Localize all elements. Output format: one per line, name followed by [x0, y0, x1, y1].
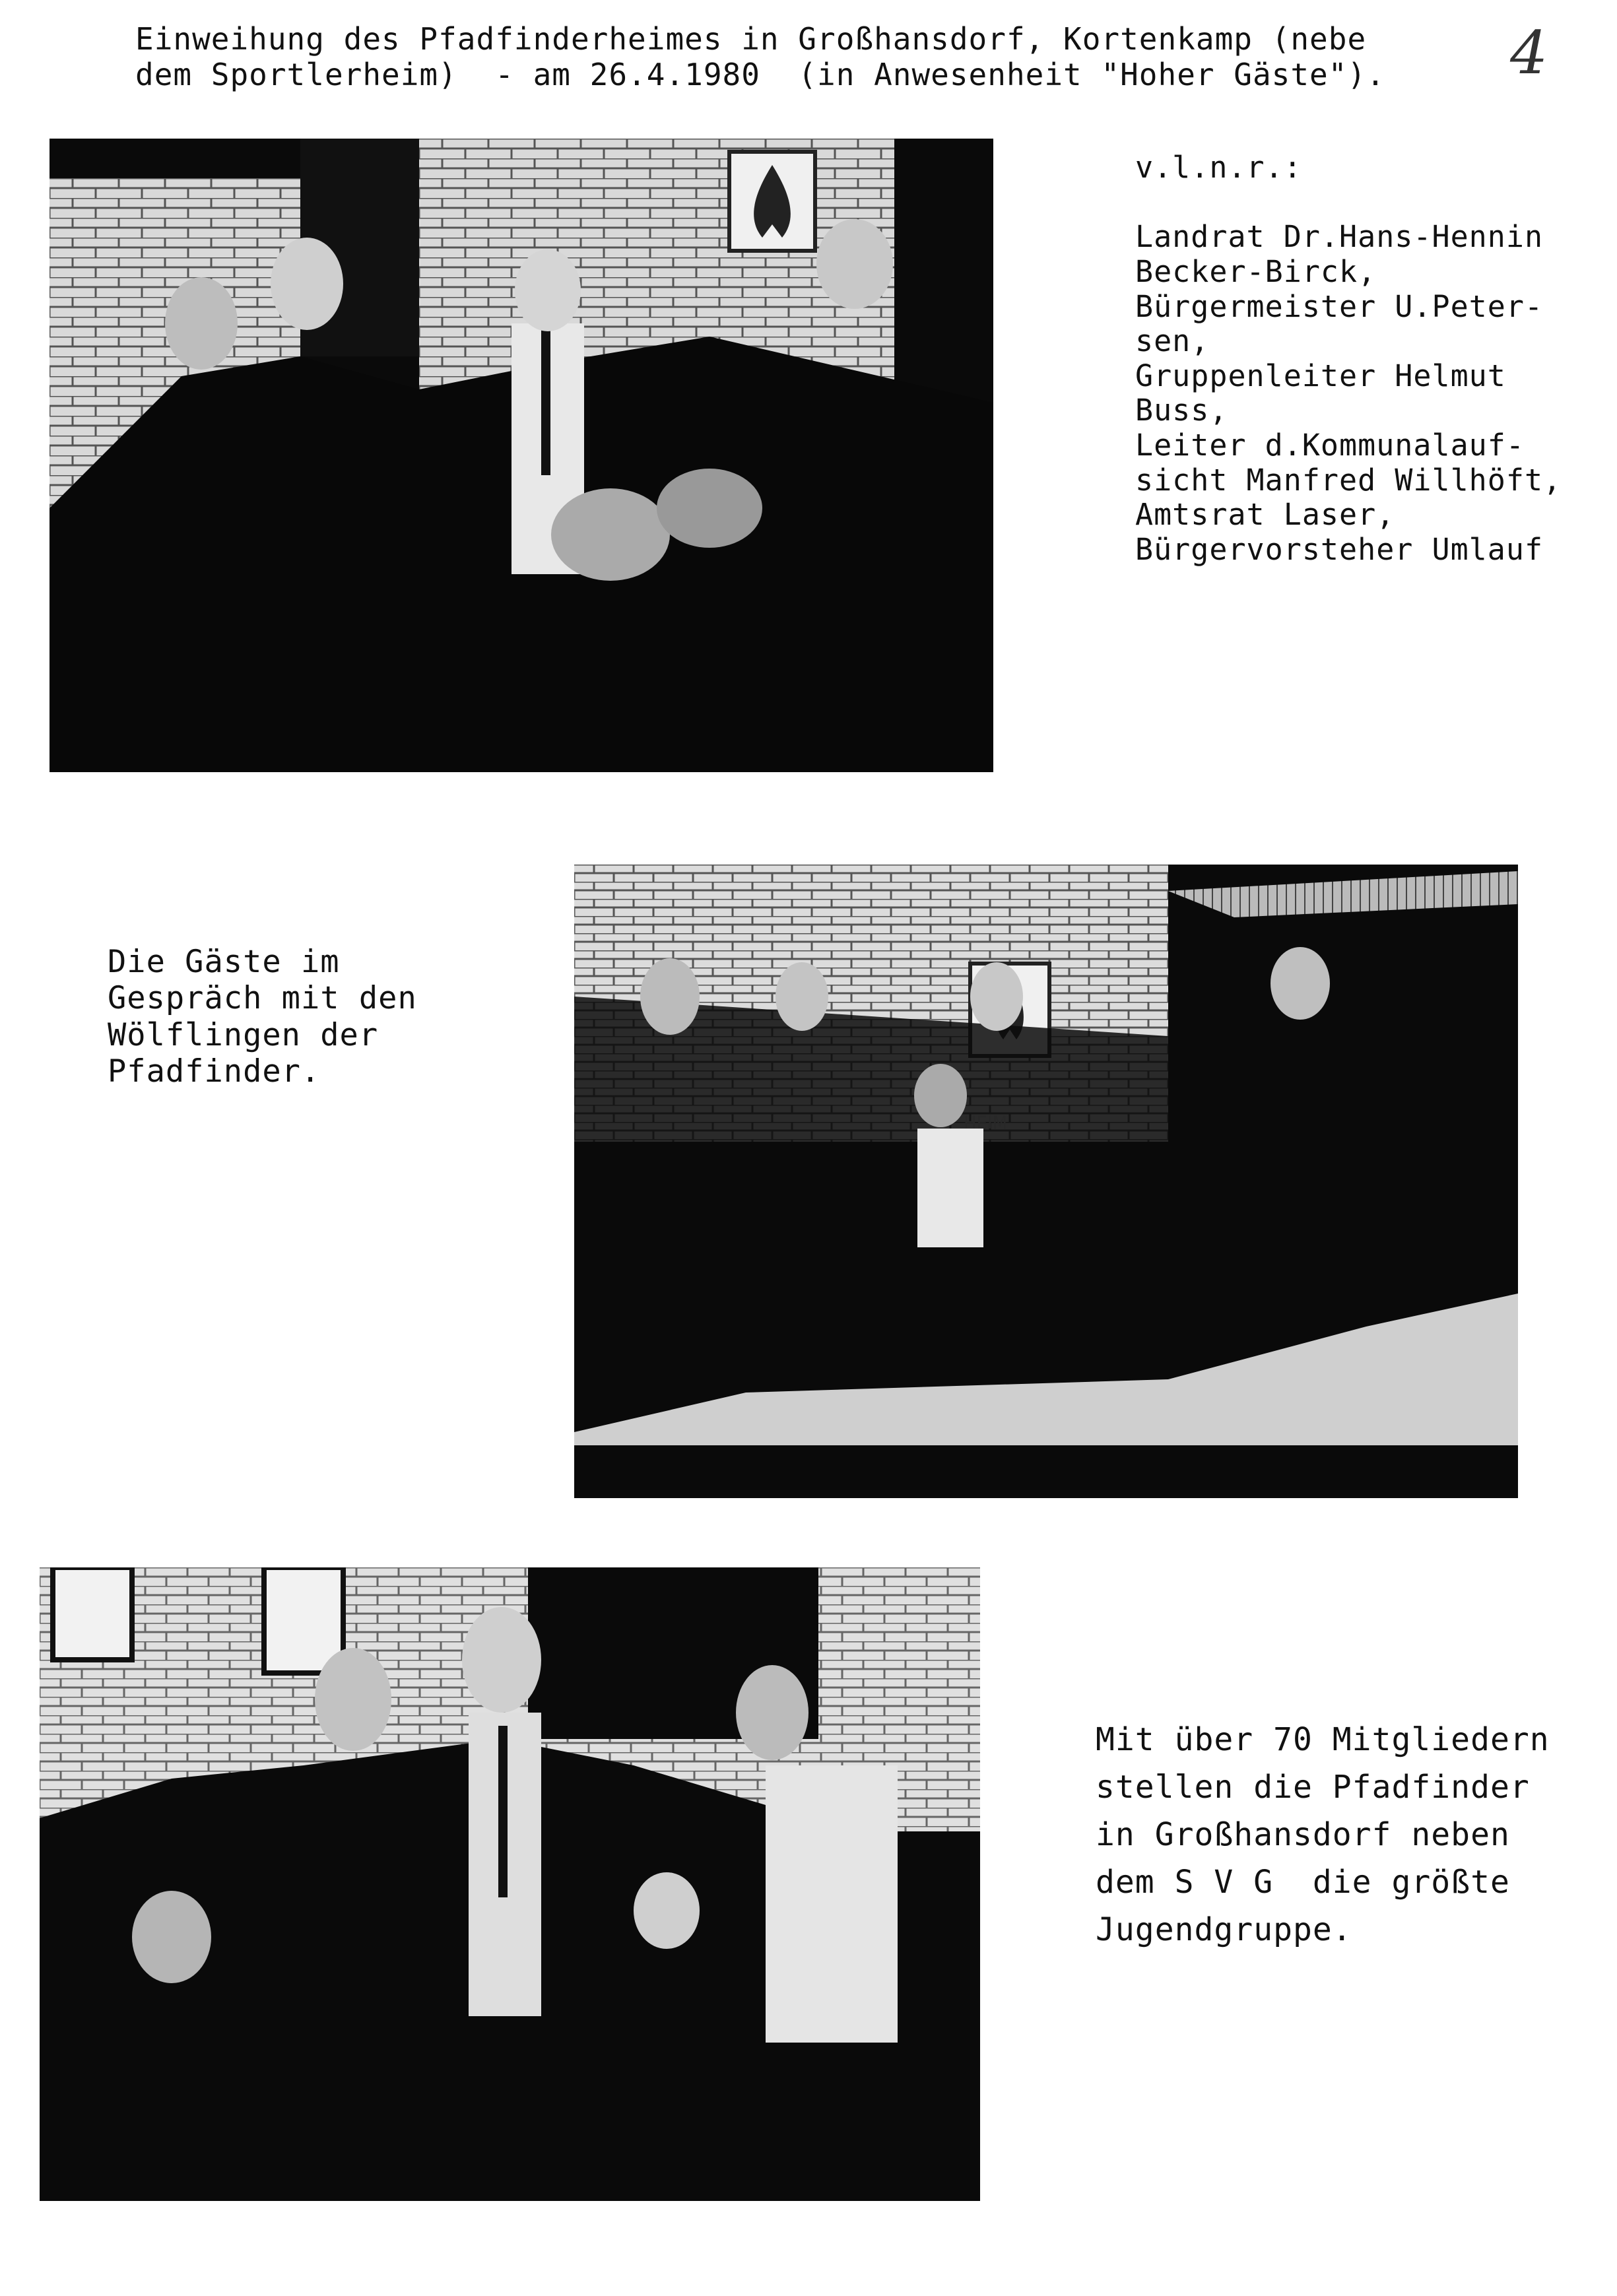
caption1-line: sen,	[1135, 323, 1210, 359]
caption1-line: sicht Manfred Willhöft,	[1135, 462, 1562, 498]
photo-guests-at-entrance	[40, 1567, 980, 2201]
caption3-line: Mit über 70 Mitgliedern	[1096, 1721, 1550, 1758]
caption3-line: stellen die Pfadfinder	[1096, 1769, 1530, 1806]
caption1-line: Bürgermeister U.Peter-	[1135, 288, 1544, 324]
page-number: 4	[1510, 18, 1548, 88]
caption-photo3	[1096, 1716, 1550, 1953]
photo-guests-group-image	[50, 139, 993, 772]
caption2-line: Gespräch mit den	[108, 980, 417, 1017]
document-header	[135, 21, 1385, 93]
photo-guests-with-cubs-image	[574, 865, 1518, 1498]
caption1-line: Bürgervorsteher Umlauf	[1135, 532, 1544, 568]
caption2-line: Die Gäste im	[108, 944, 340, 980]
photo-guests-at-entrance-image	[40, 1567, 980, 2201]
photo-guests-with-cubs	[574, 865, 1518, 1498]
caption3-line: Jugendgruppe.	[1096, 1911, 1352, 1948]
photo-guests-group	[50, 139, 993, 772]
caption2-line: Pfadfinder.	[108, 1053, 321, 1090]
header-line-2: dem Sportlerheim) - am 26.4.1980 (in Anwesenheit "Hoher Gäste").	[135, 57, 1385, 93]
caption1-line: Landrat Dr.Hans-Hennin	[1135, 219, 1544, 255]
caption3-line: in Großhansdorf neben	[1096, 1816, 1510, 1853]
caption-photo2	[108, 944, 417, 1090]
caption-photo1	[1135, 150, 1562, 568]
header-line-1: Einweihung des Pfadfinderheimes in Großhansdorf, Kortenkamp (nebe	[135, 21, 1367, 57]
caption1-line: Amtsrat Laser,	[1135, 497, 1395, 533]
caption1-line: Gruppenleiter Helmut	[1135, 358, 1506, 393]
caption1-line: Leiter d.Kommunalauf-	[1135, 428, 1525, 463]
caption1-line: v.l.n.r.:	[1135, 150, 1302, 185]
caption1-line: Buss,	[1135, 393, 1228, 428]
caption3-line: dem S V G die größte	[1096, 1864, 1510, 1901]
caption2-line: Wölflingen der	[108, 1016, 379, 1053]
caption1-line: Becker-Birck,	[1135, 253, 1377, 289]
